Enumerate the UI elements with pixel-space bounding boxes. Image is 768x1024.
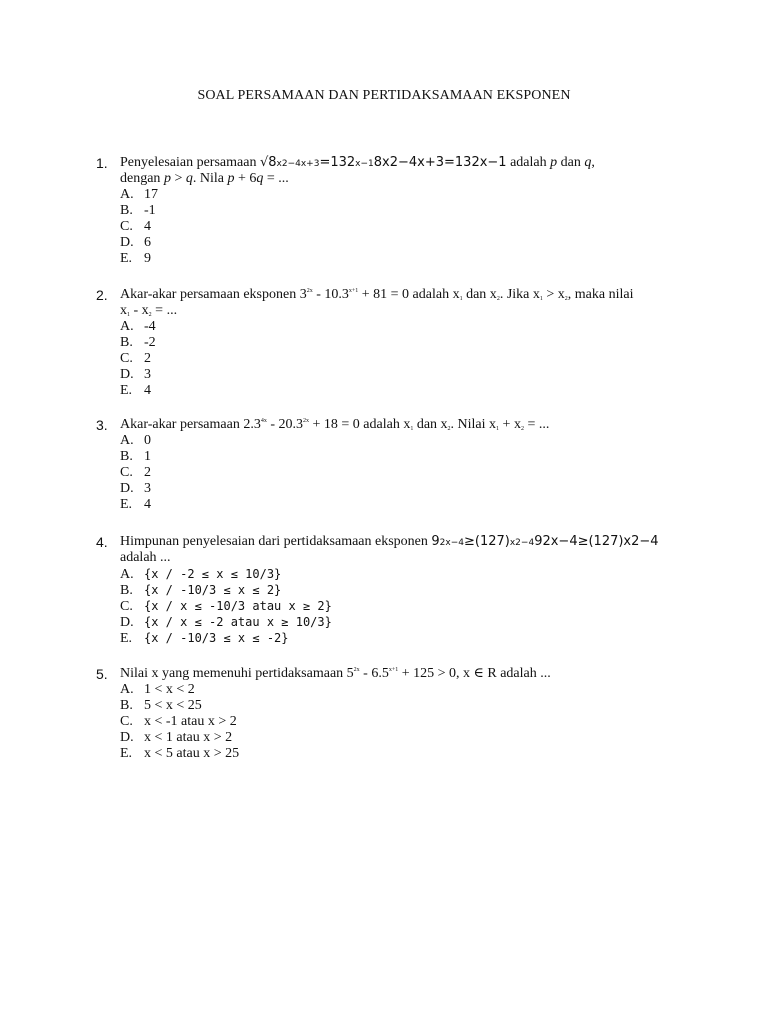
option-c: C. x < -1 atau x > 2 [120, 714, 237, 729]
option-d: D. {x / x ≤ -2 atau x ≥ 10/3} [120, 615, 332, 630]
equation: √8x2−4x+3=132x−18x2−4x+3=132x−1 [259, 155, 507, 170]
option-a: A. 0 [120, 433, 151, 448]
option-c: C. 2 [120, 465, 151, 480]
option-c: C. 2 [120, 351, 151, 366]
question-text-line-2: adalah ... [120, 550, 171, 565]
option-c: C. 4 [120, 219, 151, 234]
question-2 [96, 287, 696, 399]
question-text-line-1: Penyelesaian persamaan √8x2−4x+3=132x−18x2−4x+3=132x−1 adalah p dan q, [120, 155, 595, 170]
question-text-line-2: dengan p > q. Nila p + 6q = ... [120, 171, 289, 186]
option-b: B. {x / -10/3 ≤ x ≤ 2} [120, 583, 282, 598]
options-list [120, 187, 696, 267]
question-number: 3. [96, 417, 108, 433]
question-1 [96, 155, 696, 267]
question-text-line-1: Akar-akar persamaan $2.3^{4x} - 20.3^{2x} + 18 = 0$ adalah $x_1$ dan $x_2$. Nilai $x_1 + x_2$ = ... [120, 417, 550, 432]
question-3 [96, 417, 696, 513]
option-c: C. {x / x ≤ -10/3 atau x ≥ 2} [120, 599, 332, 614]
question-number: 1. [96, 155, 108, 171]
question-number: 2. [96, 287, 108, 303]
options-list [120, 566, 696, 646]
option-b: B. -1 [120, 203, 156, 218]
option-b: B. -2 [120, 335, 156, 350]
inequality: 92x−4≥(127)x2−492x−4≥(127)x2−4 [431, 534, 659, 549]
question-4 [96, 534, 696, 646]
option-a: A. {x / -2 ≤ x ≤ 10/3} [120, 567, 282, 582]
option-e: E. 4 [120, 497, 151, 512]
option-e: E. 9 [120, 251, 151, 266]
question-text-line-1: Akar-akar persamaan eksponen $3^{2x} - 10.3^{x+1} + 81 = 0$ adalah $x_1$ dan $x_2$. Jika $x_1 > x_2$, maka nilai [120, 287, 634, 302]
question-number: 5. [96, 666, 108, 682]
option-e: E. x < 5 atau x > 25 [120, 746, 240, 761]
option-a: A. 1 < x < 2 [120, 682, 195, 697]
option-d: D. 3 [120, 367, 151, 382]
option-d: D. 6 [120, 235, 151, 250]
question-text-line-2: $x_1 - x_2$ = ... [120, 303, 178, 318]
options-list [120, 433, 696, 513]
option-a: A. -4 [120, 319, 156, 334]
options-list [120, 319, 696, 399]
question-text-line-1: Nilai x yang memenuhi pertidaksamaan $5^{2x} - 6.5^{x+1} + 125 > 0$, x ∈ R adalah ... [120, 666, 551, 681]
options-list [120, 682, 696, 762]
option-b: B. 1 [120, 449, 151, 464]
option-d: D. x < 1 atau x > 2 [120, 730, 233, 745]
question-number: 4. [96, 534, 108, 550]
option-e: E. {x / -10/3 ≤ x ≤ -2} [120, 631, 289, 646]
question-5 [96, 666, 696, 762]
question-text-line-1: Himpunan penyelesaian dari pertidaksamaan eksponen 92x−4≥(127)x2−492x−4≥(127)x2−4 [120, 534, 659, 549]
option-e: E. 4 [120, 383, 151, 398]
option-d: D. 3 [120, 481, 151, 496]
page-title: SOAL PERSAMAAN DAN PERTIDAKSAMAAN EKSPONEN [197, 88, 571, 103]
option-b: B. 5 < x < 25 [120, 698, 202, 713]
option-a: A. 17 [120, 187, 158, 202]
